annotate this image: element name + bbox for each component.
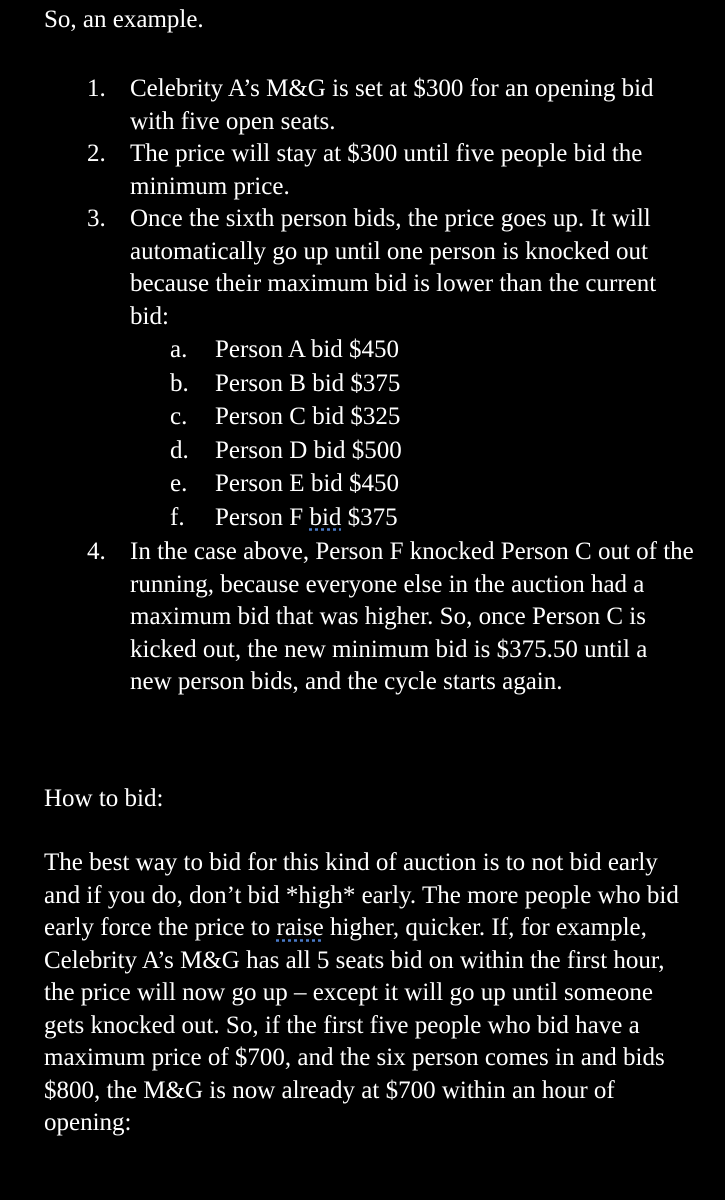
bid-text-prefix: Person F xyxy=(215,503,310,531)
bid-item-d xyxy=(130,435,695,469)
bid-text: Person C bid $325 xyxy=(215,403,401,430)
step-item-3 xyxy=(0,203,725,535)
step-item-2 xyxy=(0,138,725,203)
step-number: 2. xyxy=(87,140,106,167)
spellcheck-marked-word[interactable]: raise xyxy=(276,914,324,941)
intro-line: So, an example. xyxy=(44,6,204,33)
step-number: 3. xyxy=(87,205,106,232)
bid-item-a xyxy=(130,334,695,368)
paragraph-text-start: The best way to bid for this kind of auction is to not bid early and if you do, don’t bid *high* early. The more people who bid early force the price to xyxy=(44,849,679,941)
how-to-bid-heading: How to bid: xyxy=(44,785,164,812)
bid-text: Person E bid $450 xyxy=(215,470,400,497)
step-number: 4. xyxy=(87,538,106,565)
bid-letter: e. xyxy=(170,470,188,497)
bid-item-e xyxy=(130,468,695,502)
bid-text: Person D bid $500 xyxy=(215,436,402,464)
bid-letter: f. xyxy=(170,503,185,531)
paragraph-text-end: higher, quicker. If, for example, Celebrity A’s M&G has all 5 seats bid on within the first hour, the price will now go up – except it will go up until someone gets knocked out. So, if the first five people who bid have a maximum price of $700, and the six person comes in and bids $800, the M&G is now already at $700 within an hour of opening: xyxy=(44,914,665,1136)
step-text: The price will stay at $300 until five people bid the minimum price. xyxy=(130,140,643,200)
bid-item-c xyxy=(130,401,695,435)
bid-letter: a. xyxy=(170,336,188,363)
spellcheck-marked-word[interactable]: bid xyxy=(309,503,342,531)
step-text: Once the sixth person bids, the price goes up. It will automatically go up until one person is knocked out because their maximum bid is lower than the current bid: xyxy=(130,205,657,330)
step-item-4 xyxy=(0,536,725,699)
how-to-bid-paragraph xyxy=(44,847,694,1140)
bid-letter: c. xyxy=(170,403,188,430)
bid-text: Person A bid $450 xyxy=(215,336,400,363)
step-text: In the case above, Person F knocked Person C out of the running, because everyone else in the auction had a maximum bid that was higher. So, once Person C is kicked out, the new minimum bid is $375.50 until a new person bids, and the cycle starts again. xyxy=(130,538,694,695)
bid-text-suffix: $375 xyxy=(341,503,398,531)
bid-letter: b. xyxy=(170,369,189,397)
bid-text: Person B bid $375 xyxy=(215,369,401,397)
example-steps-list xyxy=(0,73,725,699)
step-item-1 xyxy=(0,73,725,138)
step-number: 1. xyxy=(87,75,106,102)
bid-letter: d. xyxy=(170,436,189,464)
bid-examples-list xyxy=(130,334,695,535)
step-text: Celebrity A’s M&G is set at $300 for an opening bid with five open seats. xyxy=(130,75,654,135)
bid-item-b xyxy=(130,368,695,402)
bid-item-f xyxy=(130,502,695,536)
